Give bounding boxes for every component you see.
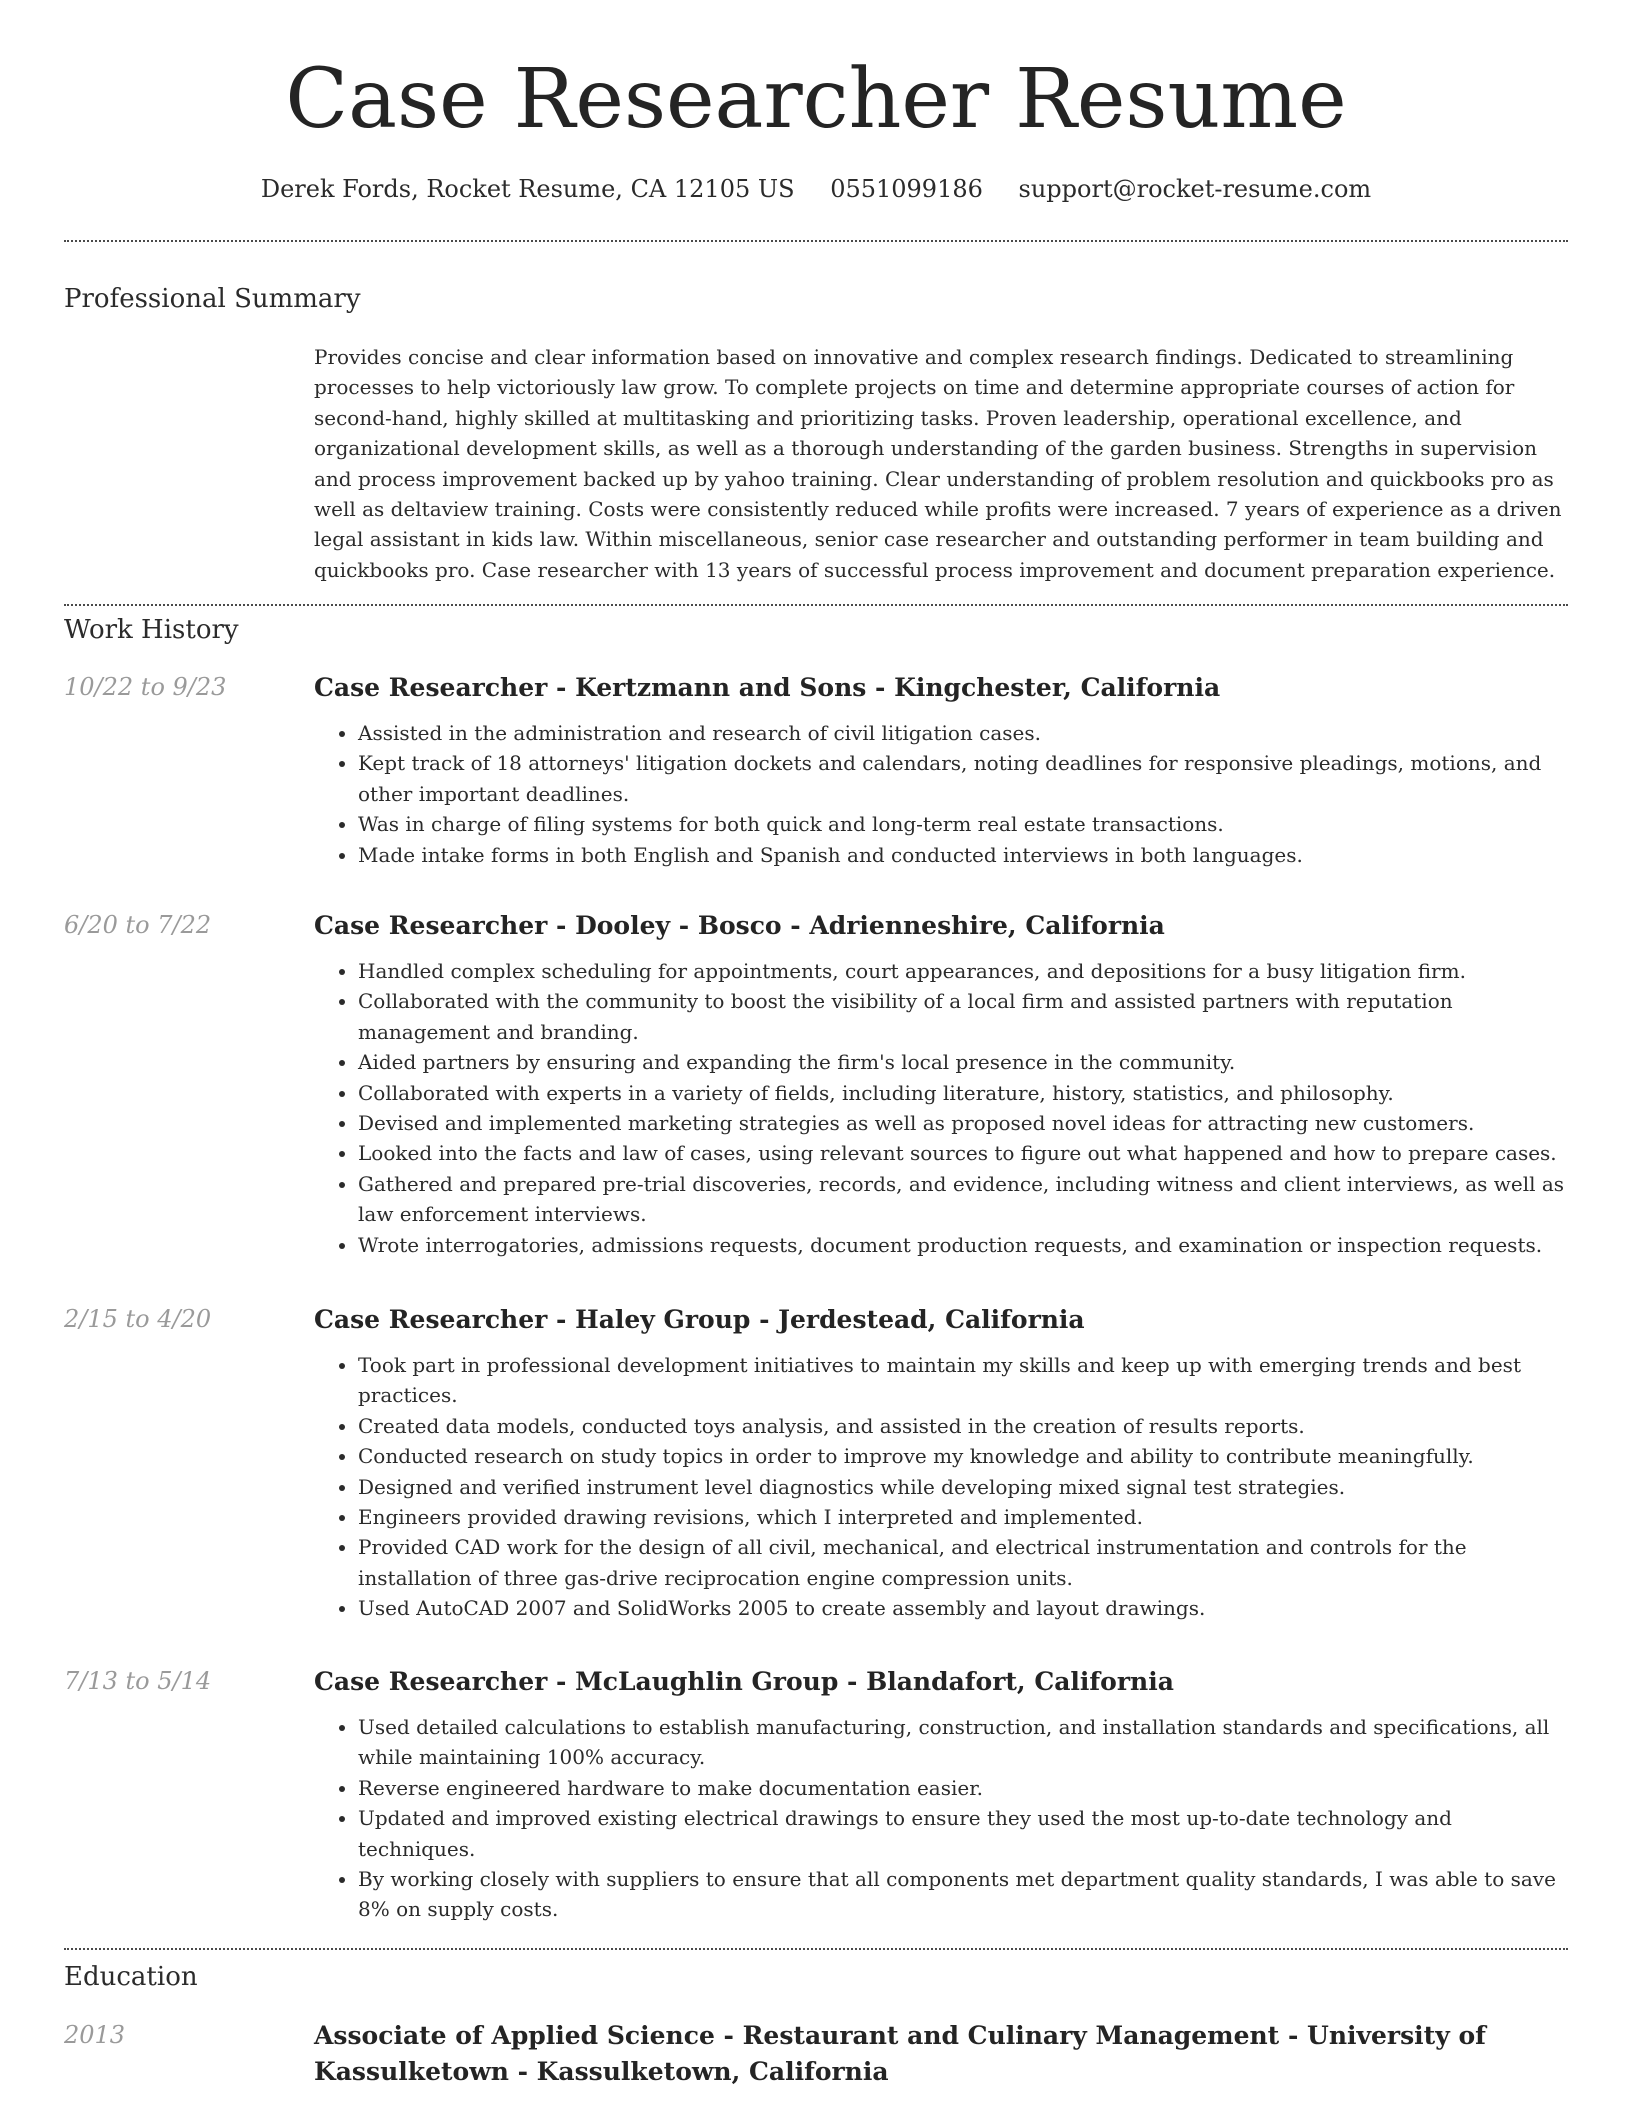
- job-title: Case Researcher - Haley Group - Jerdestead, California: [314, 1305, 1085, 1334]
- job-dates: 7/13 to 5/14: [64, 1667, 212, 1695]
- job-title: Case Researcher - McLaughlin Group - Blandafort, California: [314, 1667, 1174, 1696]
- job-bullet: • Collaborated with experts in a variety of fields, including literature, history, statistics, and philosophy.: [358, 1078, 1568, 1108]
- divider: [64, 604, 1568, 606]
- education-title: Associate of Applied Science - Restaurant and Culinary Management - University of Kassulketown - Kassulketown, California: [314, 2021, 1486, 2086]
- contact-address: Derek Fords, Rocket Resume, CA 12105 US: [260, 175, 795, 203]
- job-bullet: • Handled complex scheduling for appointments, court appearances, and depositions for a busy litigation firm.: [358, 956, 1568, 986]
- job-bullet: • Kept track of 18 attorneys' litigation dockets and calendars, noting deadlines for responsive pleadings, motions, and other important deadlines.: [358, 748, 1568, 809]
- job-title: Case Researcher - Kertzmann and Sons - Kingchester, California: [314, 673, 1221, 702]
- job-bullet: • Used detailed calculations to establish manufacturing, construction, and installation standards and specifications, all while maintaining 100% accuracy.: [358, 1712, 1568, 1773]
- resume-title: Case Researcher Resume: [285, 52, 1347, 147]
- job-dates: 6/20 to 7/22: [64, 911, 212, 939]
- job-bullet: • Designed and verified instrument level diagnostics while developing mixed signal test strategies.: [358, 1472, 1568, 1502]
- job-bullet: • Provided CAD work for the design of all civil, mechanical, and electrical instrumentation and controls for the installation of three gas-drive reciprocation engine compression units.: [358, 1532, 1568, 1593]
- divider: [64, 240, 1568, 242]
- summary-text: Provides concise and clear information based on innovative and complex research findings. Dedicated to streamlining processes to help victoriously law grow. To complete projects on time and determine appropriate courses of action for second-hand, highly skilled at multitasking and prioritizing tasks. Proven leadership, operational excellence, and organizational development skills, as well as a thorough understanding of the garden business. Strengths in supervision and process improvement backed up by yahoo training. Clear understanding of problem resolution and quickbooks pro as well as deltaview training. Costs were consistently reduced while profits were increased. 7 years of experience as a driven legal assistant in kids law. Within miscellaneous, senior case researcher and outstanding performer in team building and quickbooks pro. Case researcher with 13 years of successful process improvement and document preparation experience.: [314, 345, 1562, 582]
- job-bullet: • Engineers provided drawing revisions, which I interpreted and implemented.: [358, 1502, 1568, 1532]
- job-bullets: [314, 1712, 1568, 1925]
- job-bullet: • Took part in professional development initiatives to maintain my skills and keep up with emerging trends and best practices.: [358, 1350, 1568, 1411]
- contact-phone: 0551099186: [830, 175, 983, 203]
- job-bullet: • By working closely with suppliers to ensure that all components met department quality standards, I was able to save 8% on supply costs.: [358, 1864, 1568, 1925]
- job-bullet: • Used AutoCAD 2007 and SolidWorks 2005 to create assembly and layout drawings.: [358, 1593, 1568, 1623]
- work-history-heading: Work History: [64, 615, 239, 645]
- contact-line: [0, 172, 1632, 206]
- education-heading: Education: [64, 1962, 198, 1992]
- summary-heading: Professional Summary: [64, 284, 361, 314]
- job-bullets: [314, 718, 1568, 870]
- job-bullet: • Gathered and prepared pre-trial discoveries, records, and evidence, including witness and client interviews, as well as law enforcement interviews.: [358, 1169, 1568, 1230]
- job-bullets: [314, 956, 1568, 1260]
- job-bullet: • Collaborated with the community to boost the visibility of a local firm and assisted partners with reputation management and branding.: [358, 986, 1568, 1047]
- job-bullet: • Reverse engineered hardware to make documentation easier.: [358, 1773, 1568, 1803]
- job-bullet: • Aided partners by ensuring and expanding the firm's local presence in the community.: [358, 1047, 1568, 1077]
- job-bullets: [314, 1350, 1568, 1624]
- job-bullet: • Looked into the facts and law of cases, using relevant sources to figure out what happened and how to prepare cases.: [358, 1138, 1568, 1168]
- job-bullet: • Updated and improved existing electrical drawings to ensure they used the most up-to-date technology and techniques.: [358, 1803, 1568, 1864]
- job-bullet: • Devised and implemented marketing strategies as well as proposed novel ideas for attracting new customers.: [358, 1108, 1568, 1138]
- job-bullet: • Conducted research on study topics in order to improve my knowledge and ability to contribute meaningfully.: [358, 1441, 1568, 1471]
- job-dates: 2/15 to 4/20: [64, 1305, 212, 1333]
- education-year: 2013: [64, 2021, 126, 2049]
- contact-email: support@rocket-resume.com: [1018, 175, 1372, 203]
- divider: [64, 1948, 1568, 1950]
- job-title: Case Researcher - Dooley - Bosco - Adrienneshire, California: [314, 911, 1165, 940]
- job-bullet: • Wrote interrogatories, admissions requests, document production requests, and examination or inspection requests.: [358, 1230, 1568, 1260]
- job-bullet: • Assisted in the administration and research of civil litigation cases.: [358, 718, 1568, 748]
- job-dates: 10/22 to 9/23: [64, 673, 227, 701]
- job-bullet: • Was in charge of filing systems for both quick and long-term real estate transactions.: [358, 809, 1568, 839]
- job-bullet: • Made intake forms in both English and Spanish and conducted interviews in both languages.: [358, 840, 1568, 870]
- job-bullet: • Created data models, conducted toys analysis, and assisted in the creation of results reports.: [358, 1411, 1568, 1441]
